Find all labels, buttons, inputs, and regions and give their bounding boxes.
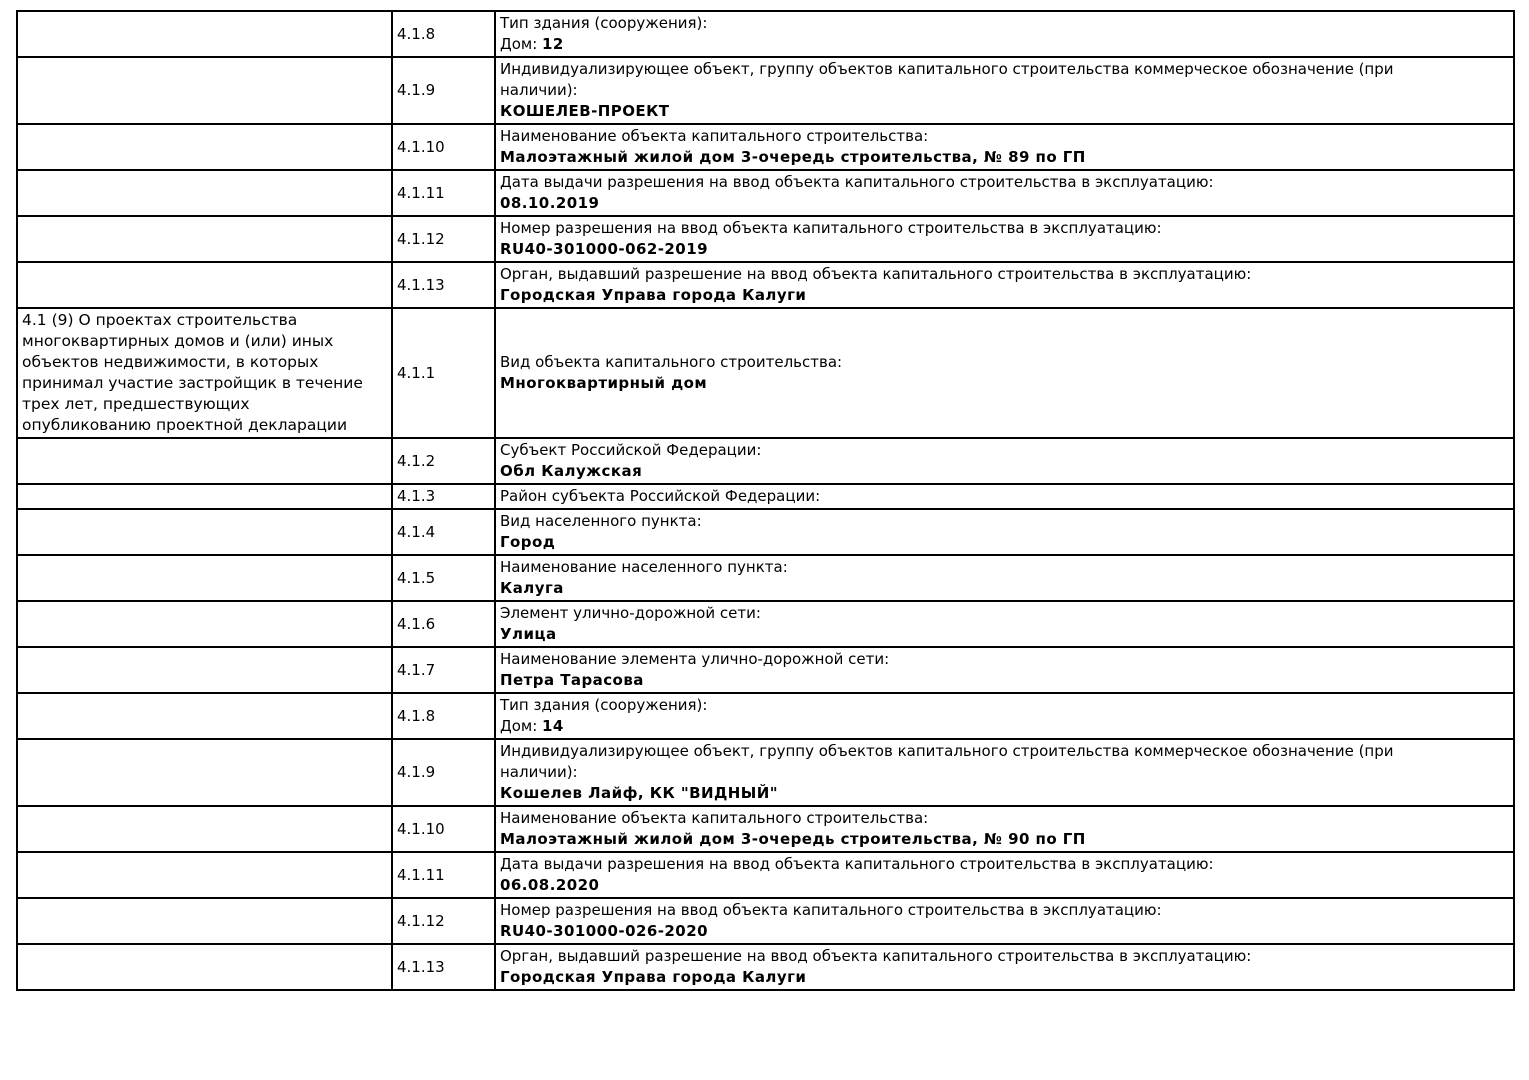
content-cell (495, 216, 1514, 262)
content-cell (495, 11, 1514, 57)
row-code: 4.1.11 (392, 170, 495, 216)
content-cell (495, 739, 1514, 806)
value-text: Многоквартирный дом (500, 374, 708, 392)
content-cell (495, 124, 1514, 170)
row-code: 4.1.13 (392, 944, 495, 990)
content-cell (495, 806, 1514, 852)
value-text: Городская Управа города Калуги (500, 968, 807, 986)
field-label: Наименование элемента улично-дорожной сети: (500, 650, 890, 668)
row-code: 4.1.3 (392, 484, 495, 509)
value-text: 14 (542, 717, 564, 735)
field-label: Тип здания (сооружения): (500, 696, 708, 714)
section-cell (17, 647, 392, 693)
value-text: 06.08.2020 (500, 876, 600, 894)
section-cell (17, 216, 392, 262)
field-value (500, 624, 1509, 645)
content-cell (495, 555, 1514, 601)
field-label: Индивидуализирующее объект, группу объектов капитального строительства коммерческое обозначение (при наличии): (500, 60, 1394, 99)
section-cell (17, 944, 392, 990)
section-cell (17, 57, 392, 124)
section-cell (17, 308, 392, 438)
section-cell (17, 484, 392, 509)
content-cell (495, 484, 1514, 509)
content-cell (495, 693, 1514, 739)
value-prefix: Дом: (500, 717, 543, 735)
table-row (17, 262, 1514, 308)
table-row (17, 216, 1514, 262)
field-value (500, 578, 1509, 599)
value-text: Кошелев Лайф, КК "ВИДНЫЙ" (500, 784, 779, 802)
section-cell (17, 11, 392, 57)
field-label: Вид населенного пункта: (500, 512, 702, 530)
section-cell (17, 555, 392, 601)
content-cell (495, 601, 1514, 647)
field-value (500, 921, 1509, 942)
table-row (17, 509, 1514, 555)
value-text: Улица (500, 625, 557, 643)
field-value (500, 193, 1509, 214)
field-label: Индивидуализирующее объект, группу объектов капитального строительства коммерческое обозначение (при наличии): (500, 742, 1394, 781)
row-code: 4.1.10 (392, 124, 495, 170)
field-value (500, 461, 1509, 482)
section-cell (17, 852, 392, 898)
table-row (17, 11, 1514, 57)
content-cell (495, 509, 1514, 555)
section-cell (17, 693, 392, 739)
section-label: 4.1 (9) О проектах строительства многоквартирных домов и (или) иных объектов недвижимости, в которых принимал участие застройщик в течение трех лет, предшествующих опубликованию проектной декларации (22, 311, 363, 434)
row-code: 4.1.13 (392, 262, 495, 308)
field-label: Номер разрешения на ввод объекта капитального строительства в эксплуатацию: (500, 219, 1162, 237)
value-text: Малоэтажный жилой дом 3-очередь строительства, № 89 по ГП (500, 148, 1086, 166)
field-value (500, 101, 1509, 122)
field-label: Субъект Российской Федерации: (500, 441, 762, 459)
field-label: Номер разрешения на ввод объекта капитального строительства в эксплуатацию: (500, 901, 1162, 919)
row-code: 4.1.7 (392, 647, 495, 693)
field-value (500, 239, 1509, 260)
row-code: 4.1.4 (392, 509, 495, 555)
table-row (17, 170, 1514, 216)
content-cell (495, 57, 1514, 124)
table-row (17, 601, 1514, 647)
field-label: Элемент улично-дорожной сети: (500, 604, 761, 622)
table-row (17, 555, 1514, 601)
field-value (500, 670, 1509, 691)
row-code: 4.1.9 (392, 739, 495, 806)
section-cell (17, 898, 392, 944)
value-text: КОШЕЛЕВ-ПРОЕКТ (500, 102, 670, 120)
row-code: 4.1.2 (392, 438, 495, 484)
section-cell (17, 262, 392, 308)
table-row (17, 806, 1514, 852)
section-cell (17, 806, 392, 852)
row-code: 4.1.5 (392, 555, 495, 601)
content-cell (495, 944, 1514, 990)
table-row (17, 124, 1514, 170)
field-value (500, 783, 1509, 804)
field-value (500, 147, 1509, 168)
field-label: Дата выдачи разрешения на ввод объекта капитального строительства в эксплуатацию: (500, 173, 1214, 191)
field-value (500, 875, 1509, 896)
table-row (17, 57, 1514, 124)
value-prefix: Дом: (500, 35, 543, 53)
row-code: 4.1.6 (392, 601, 495, 647)
field-value (500, 373, 1509, 394)
section-cell (17, 601, 392, 647)
value-text: Малоэтажный жилой дом 3-очередь строительства, № 90 по ГП (500, 830, 1086, 848)
section-cell (17, 509, 392, 555)
section-cell (17, 438, 392, 484)
row-code: 4.1.8 (392, 693, 495, 739)
value-text: 12 (542, 35, 564, 53)
value-text: Петра Тарасова (500, 671, 644, 689)
row-code: 4.1.10 (392, 806, 495, 852)
field-value (500, 34, 1509, 55)
field-label: Наименование населенного пункта: (500, 558, 788, 576)
content-cell (495, 898, 1514, 944)
table-body (17, 11, 1514, 990)
row-code: 4.1.8 (392, 11, 495, 57)
field-label: Наименование объекта капитального строительства: (500, 809, 929, 827)
section-cell (17, 739, 392, 806)
row-code: 4.1.11 (392, 852, 495, 898)
table-row (17, 852, 1514, 898)
row-code: 4.1.1 (392, 308, 495, 438)
field-label: Орган, выдавший разрешение на ввод объекта капитального строительства в эксплуатацию: (500, 947, 1252, 965)
field-value (500, 829, 1509, 850)
content-cell (495, 852, 1514, 898)
field-label: Тип здания (сооружения): (500, 14, 708, 32)
field-value (500, 532, 1509, 553)
table-row (17, 898, 1514, 944)
value-text: Обл Калужская (500, 462, 643, 480)
field-value (500, 716, 1509, 737)
declaration-table (16, 10, 1515, 991)
table-row (17, 739, 1514, 806)
table-row (17, 693, 1514, 739)
field-value (500, 967, 1509, 988)
field-label: Вид объекта капитального строительства: (500, 353, 843, 371)
value-text: RU40-301000-062-2019 (500, 240, 708, 258)
content-cell (495, 170, 1514, 216)
table-row (17, 484, 1514, 509)
section-cell (17, 170, 392, 216)
row-code: 4.1.12 (392, 898, 495, 944)
field-label: Дата выдачи разрешения на ввод объекта капитального строительства в эксплуатацию: (500, 855, 1214, 873)
content-cell (495, 647, 1514, 693)
content-cell (495, 308, 1514, 438)
field-label: Район субъекта Российской Федерации: (500, 487, 821, 505)
content-cell (495, 262, 1514, 308)
section-cell (17, 124, 392, 170)
field-label: Орган, выдавший разрешение на ввод объекта капитального строительства в эксплуатацию: (500, 265, 1252, 283)
table-row (17, 438, 1514, 484)
value-text: RU40-301000-026-2020 (500, 922, 708, 940)
value-text: Калуга (500, 579, 564, 597)
table-row (17, 944, 1514, 990)
value-text: Город (500, 533, 556, 551)
row-code: 4.1.12 (392, 216, 495, 262)
value-text: 08.10.2019 (500, 194, 600, 212)
table-row (17, 308, 1514, 438)
content-cell (495, 438, 1514, 484)
row-code: 4.1.9 (392, 57, 495, 124)
field-label: Наименование объекта капитального строительства: (500, 127, 929, 145)
table-row (17, 647, 1514, 693)
value-text: Городская Управа города Калуги (500, 286, 807, 304)
field-value (500, 285, 1509, 306)
